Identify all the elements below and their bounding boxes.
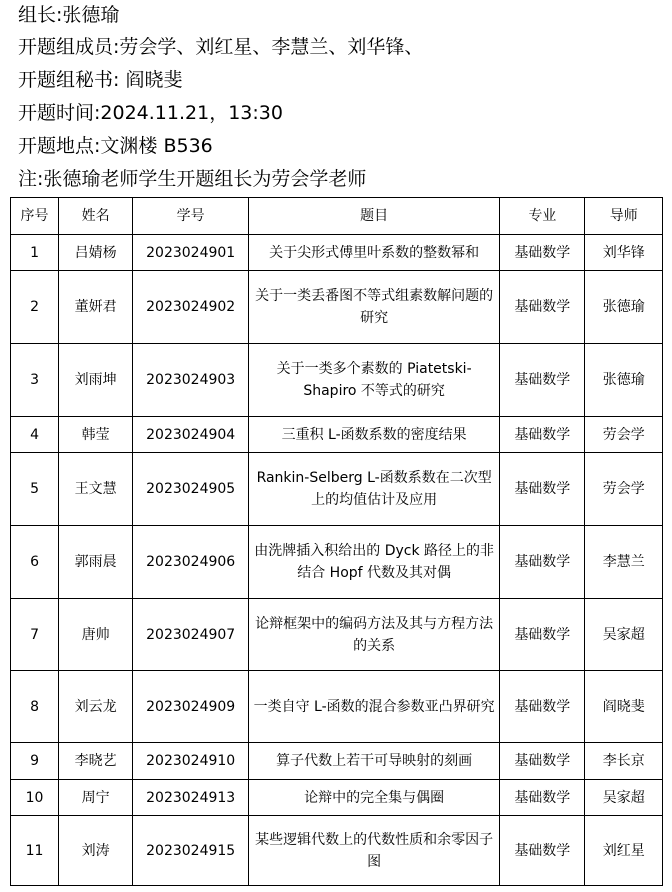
cell-title: 关于一类丢番图不等式组素数解问题的研究 [249,271,500,344]
cell-no: 6 [11,526,59,599]
table-row [11,526,663,599]
cell-no: 10 [11,780,59,816]
time-line: 开题时间:2024.11.21，13:30 [18,102,283,124]
cell-name: 董妍君 [59,271,133,344]
cell-name: 吕婧杨 [59,235,133,271]
cell-name: 周宁 [59,780,133,816]
cell-major: 基础数学 [500,235,585,271]
note-line: 注:张德瑜老师学生开题组长为劳会学老师 [18,168,367,190]
cell-advisor: 劳会学 [585,417,663,453]
cell-name: 郭雨晨 [59,526,133,599]
cell-name: 李晓艺 [59,743,133,780]
cell-no: 9 [11,743,59,780]
cell-student-id: 2023024906 [133,526,249,599]
column-header-major: 专业 [500,198,585,235]
cell-major: 基础数学 [500,453,585,526]
cell-major: 基础数学 [500,816,585,886]
column-header-name: 姓名 [59,198,133,235]
cell-major: 基础数学 [500,417,585,453]
leader-line: 组长:张德瑜 [18,4,120,26]
proposal-roster-table [10,197,663,886]
cell-title: 关于尖形式傅里叶系数的整数幂和 [249,235,500,271]
cell-title: 某些逻辑代数上的代数性质和余零因子图 [249,816,500,886]
cell-student-id: 2023024902 [133,271,249,344]
cell-major: 基础数学 [500,344,585,417]
column-header-advisor: 导师 [585,198,663,235]
cell-title: 由洗牌插入积给出的 Dyck 路径上的非结合 Hopf 代数及其对偶 [249,526,500,599]
cell-name: 王文慧 [59,453,133,526]
cell-title: Rankin-Selberg L-函数系数在二次型上的均值估计及应用 [249,453,500,526]
cell-title: 论辩中的完全集与偶圈 [249,780,500,816]
cell-student-id: 2023024905 [133,453,249,526]
cell-advisor: 阎晓斐 [585,671,663,743]
cell-major: 基础数学 [500,780,585,816]
cell-major: 基础数学 [500,743,585,780]
cell-advisor: 吴家超 [585,599,663,671]
cell-student-id: 2023024907 [133,599,249,671]
cell-major: 基础数学 [500,526,585,599]
cell-name: 刘云龙 [59,671,133,743]
cell-name: 韩莹 [59,417,133,453]
cell-major: 基础数学 [500,599,585,671]
cell-title: 算子代数上若干可导映射的刻画 [249,743,500,780]
table-row [11,816,663,886]
cell-no: 11 [11,816,59,886]
cell-advisor: 劳会学 [585,453,663,526]
cell-no: 3 [11,344,59,417]
location-line: 开题地点:文渊楼 B536 [18,135,213,157]
cell-no: 5 [11,453,59,526]
cell-no: 8 [11,671,59,743]
cell-student-id: 2023024904 [133,417,249,453]
cell-student-id: 2023024901 [133,235,249,271]
cell-major: 基础数学 [500,271,585,344]
column-header-student-id: 学号 [133,198,249,235]
table-row [11,235,663,271]
cell-name: 刘涛 [59,816,133,886]
cell-no: 4 [11,417,59,453]
table-row [11,599,663,671]
cell-name: 唐帅 [59,599,133,671]
cell-advisor: 张德瑜 [585,344,663,417]
table-row [11,344,663,417]
cell-advisor: 李慧兰 [585,526,663,599]
cell-student-id: 2023024915 [133,816,249,886]
cell-name: 刘雨坤 [59,344,133,417]
column-header-no: 序号 [11,198,59,235]
cell-title: 论辩框架中的编码方法及其与方程方法的关系 [249,599,500,671]
column-header-title: 题目 [249,198,500,235]
cell-advisor: 张德瑜 [585,271,663,344]
table-row [11,671,663,743]
table-row [11,271,663,344]
cell-title: 一类自守 L-函数的混合参数亚凸界研究 [249,671,500,743]
cell-student-id: 2023024910 [133,743,249,780]
members-line: 开题组成员:劳会学、刘红星、李慧兰、刘华锋、 [18,36,424,58]
table-row [11,743,663,780]
cell-no: 1 [11,235,59,271]
cell-no: 7 [11,599,59,671]
cell-no: 2 [11,271,59,344]
table-row [11,453,663,526]
document-header [18,0,668,196]
cell-student-id: 2023024909 [133,671,249,743]
cell-major: 基础数学 [500,671,585,743]
cell-student-id: 2023024903 [133,344,249,417]
table-header-row [11,198,663,235]
cell-title: 关于一类多个素数的 Piatetski-Shapiro 不等式的研究 [249,344,500,417]
secretary-line: 开题组秘书: 阎晓斐 [18,69,183,91]
cell-title: 三重积 L-函数系数的密度结果 [249,417,500,453]
cell-student-id: 2023024913 [133,780,249,816]
cell-advisor: 吴家超 [585,780,663,816]
cell-advisor: 刘红星 [585,816,663,886]
table-row [11,417,663,453]
cell-advisor: 刘华锋 [585,235,663,271]
table-row [11,780,663,816]
cell-advisor: 李长京 [585,743,663,780]
